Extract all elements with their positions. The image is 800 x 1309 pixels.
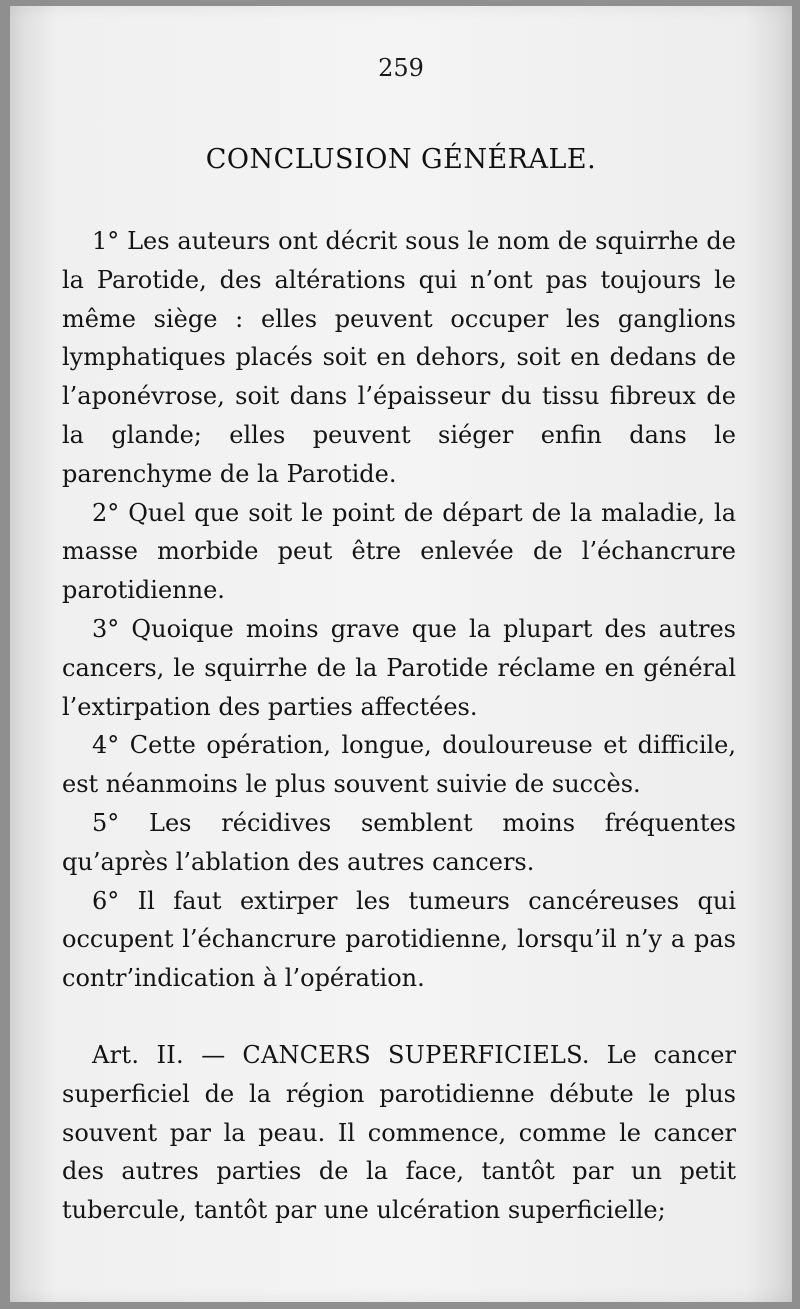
- article-label: Art. II. —: [92, 1040, 226, 1069]
- article-title: CANCERS SUPERFICIELS.: [242, 1040, 590, 1069]
- conclusion-paragraph-6: 6° Il faut extirper les tumeurs cancéreuses qui occupent l’échancrure parotidienne, lorsqu’il n’y a pas contr’indication à l’opération.: [62, 886, 736, 993]
- conclusion-paragraph-4: 4° Cette opération, longue, douloureuse et difficile, est néanmoins le plus souvent suivie de succès.: [62, 731, 736, 799]
- article-text: Le cancer superficiel de la région parotidienne débute le plus souvent par la peau. Il commence, comme le cancer des autres parties de la face, tantôt par un petit tubercule, tantôt par une ulcération superficielle;: [62, 1040, 736, 1225]
- conclusion-paragraph-1: 1° Les auteurs ont décrit sous le nom de squirrhe de la Parotide, des altérations qui n’ont pas toujours le même siège : elles peuvent occuper les ganglions lymphatiques placés soit en dehors, soit en dedans de l’aponévrose, soit dans l’épaisseur du tissu fibreux de la glande; elles peuvent siéger enfin dans le parenchyme de la Parotide.: [62, 227, 736, 488]
- page-body: [62, 222, 736, 1230]
- conclusion-paragraph-3: 3° Quoique moins grave que la plupart des autres cancers, le squirrhe de la Parotide réclame en général l’extirpation des parties affectées.: [62, 614, 736, 721]
- page-number: 259: [378, 54, 424, 82]
- section-heading: CONCLUSION GÉNÉRALE.: [205, 144, 597, 175]
- article-paragraph: [62, 1036, 736, 1230]
- book-page: [10, 6, 792, 1302]
- conclusion-paragraph-5: 5° Les récidives semblent moins fréquentes qu’après l’ablation des autres cancers.: [62, 808, 736, 876]
- conclusion-paragraph-2: 2° Quel que soit le point de départ de la maladie, la masse morbide peut être enlevée de l’échancrure parotidienne.: [62, 498, 736, 605]
